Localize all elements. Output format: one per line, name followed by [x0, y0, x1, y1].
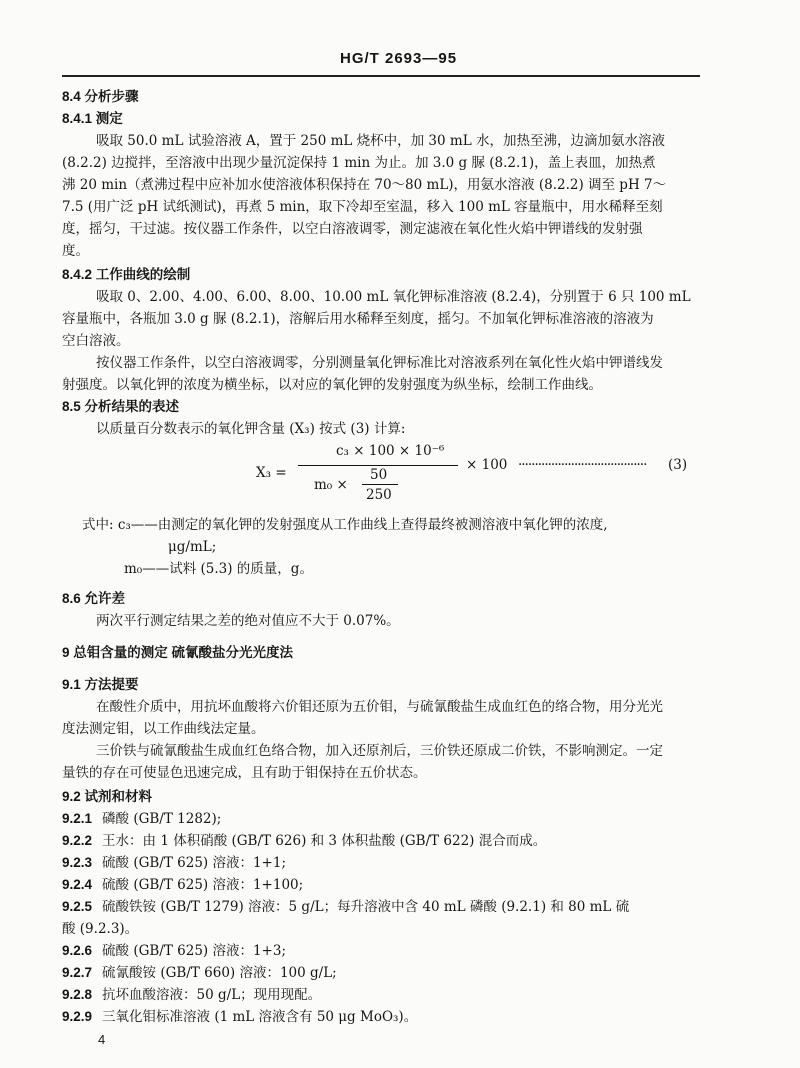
paragraph-line: 容量瓶中，各瓶加 3.0 g 脲 (8.2.1)，溶解后用水稀释至刻度，摇匀。不加氧化钾标准溶液的溶液为 — [62, 311, 654, 327]
formula-3 — [256, 443, 716, 509]
paragraph-line: 量铁的存在可使显色迅速完成，且有助于钼保持在五价状态。 — [62, 765, 427, 781]
list-item — [62, 986, 321, 1004]
list-item — [62, 898, 629, 916]
formula-equation-number: (3) — [668, 457, 688, 473]
inner-fraction-bar — [362, 484, 398, 485]
section-8-4-2-heading: 8.4.2 工作曲线的绘制 — [62, 267, 191, 282]
formula-leader-dots: ······································· — [518, 457, 647, 473]
paragraph-line: 沸 20 min（煮沸过程中应补加水使溶液体积保持在 70～80 mL)，用氨水溶液 (8.2.2) 调至 pH 7～ — [62, 177, 667, 193]
item-number: 9.2.6 — [62, 943, 93, 958]
item-text: 三氧化钼标准溶液 (1 mL 溶液含有 50 μg MoO₃)。 — [102, 1009, 418, 1025]
list-item — [62, 876, 303, 894]
section-9-1-heading: 9.1 方法提要 — [62, 677, 139, 692]
item-text: 酸 (9.2.3)。 — [62, 921, 139, 937]
formula-where-line: 式中: c₃——由测定的氧化钾的发射强度从工作曲线上查得最终被测溶液中氧化钾的浓度, — [82, 517, 608, 533]
paragraph-line: 度。 — [62, 243, 89, 259]
paragraph-line: 7.5 (用广泛 pH 试纸测试)，再煮 5 min，取下冷却至室温，移入 100 mL 容量瓶中，用水稀释至刻 — [62, 199, 663, 215]
list-item-continuation — [62, 920, 138, 938]
paragraph-line: 度法测定钼，以工作曲线法定量。 — [62, 721, 265, 737]
item-number: 9.2.7 — [62, 965, 93, 980]
item-text: 硫酸 (GB/T 625) 溶液：1+100; — [102, 877, 304, 893]
item-text: 抗坏血酸溶液：50 g/L；现用现配。 — [102, 987, 322, 1003]
page-header: HG/T 2693—95 — [340, 50, 458, 67]
item-number: 9.2.9 — [62, 1009, 93, 1024]
item-text: 王水：由 1 体积硝酸 (GB/T 626) 和 3 体积盐酸 (GB/T 622) 混合而成。 — [102, 833, 547, 849]
item-number: 9.2.5 — [62, 899, 93, 914]
paragraph-line: 按仪器工作条件，以空白溶液调零，分别测量氧化钾标准比对溶液系列在氧化性火焰中钾谱线发 — [96, 355, 663, 371]
formula-denominator-left: m₀ × — [314, 477, 348, 493]
formula-lhs: X₃ = — [256, 465, 287, 481]
section-8-6-heading: 8.6 允许差 — [62, 591, 126, 606]
item-number: 9.2.2 — [62, 833, 93, 848]
fraction-bar — [298, 465, 458, 466]
list-item — [62, 942, 286, 960]
paragraph-line: 在酸性介质中，用抗坏血酸将六价钼还原为五价钼，与硫氰酸盐生成血红色的络合物，用分光光 — [96, 699, 663, 715]
item-number: 9.2.4 — [62, 877, 93, 892]
section-8-4-heading: 8.4 分析步骤 — [62, 89, 139, 104]
item-number: 9.2.8 — [62, 987, 93, 1002]
item-text: 磷酸 (GB/T 1282); — [102, 811, 222, 827]
item-number: 9.2.1 — [62, 811, 93, 826]
paragraph-line: 度，摇匀，干过滤。按仪器工作条件，以空白溶液调零，测定滤液在氧化性火焰中钾谱线的发射强 — [62, 221, 643, 237]
list-item — [62, 854, 286, 872]
paragraph-line: (8.2.2) 边搅拌，至溶液中出现少量沉淀保持 1 min 为止。加 3.0 g 脲 (8.2.1)，盖上表皿，加热煮 — [62, 155, 656, 171]
item-number: 9.2.3 — [62, 855, 93, 870]
section-8-4-1-heading: 8.4.1 测定 — [62, 111, 123, 126]
item-text: 硫酸 (GB/T 625) 溶液：1+1; — [102, 855, 287, 871]
paragraph-line: 三价铁与硫氰酸盐生成血红色络合物，加入还原剂后，三价铁还原成二价铁，不影响测定。一定 — [96, 743, 663, 759]
paragraph-line: 吸取 50.0 mL 试验溶液 A，置于 250 mL 烧杯中，加 30 mL 水，加热至沸，边滴加氨水溶液 — [96, 133, 665, 149]
formula-denominator-numerator: 50 — [370, 467, 388, 483]
formula-numerator: c₃ × 100 × 10⁻⁶ — [336, 443, 445, 459]
page-number: 4 — [98, 1032, 106, 1047]
section-9-2-heading: 9.2 试剂和材料 — [62, 789, 153, 804]
item-text: 硫酸 (GB/T 625) 溶液：1+3; — [102, 943, 287, 959]
list-item — [62, 810, 221, 828]
formula-multiplier: × 100 — [466, 457, 508, 473]
list-item — [62, 1008, 417, 1026]
item-text: 硫酸铁铵 (GB/T 1279) 溶液：5 g/L；每升溶液中含 40 mL 磷酸 (9.2.1) 和 80 mL 硫 — [102, 899, 630, 915]
item-text: 硫氰酸铵 (GB/T 660) 溶液：100 g/L; — [102, 965, 337, 981]
paragraph-line: 两次平行测定结果之差的绝对值应不大于 0.07%。 — [96, 613, 400, 629]
formula-where-line: m₀——试料 (5.3) 的质量，g。 — [124, 561, 313, 577]
section-9-heading: 9 总钼含量的测定 硫氰酸盐分光光度法 — [62, 645, 294, 660]
paragraph-line: 射强度。以氧化钾的浓度为横坐标，以对应的氧化钾的发射强度为纵坐标，绘制工作曲线。 — [62, 377, 602, 393]
paragraph-line: 以质量百分数表示的氧化钾含量 (X₃) 按式 (3) 计算: — [96, 421, 406, 437]
paragraph-line: 吸取 0、2.00、4.00、6.00、8.00、10.00 mL 氧化钾标准溶液 (8.2.4)，分别置于 6 只 100 mL — [96, 289, 691, 305]
paragraph-line: 空白溶液。 — [62, 333, 130, 349]
formula-where-line: μg/mL; — [168, 539, 217, 555]
section-8-5-heading: 8.5 分析结果的表述 — [62, 399, 180, 414]
list-item — [62, 832, 546, 850]
list-item — [62, 964, 337, 982]
formula-denominator-denominator: 250 — [366, 487, 392, 503]
header-rule — [62, 75, 700, 77]
